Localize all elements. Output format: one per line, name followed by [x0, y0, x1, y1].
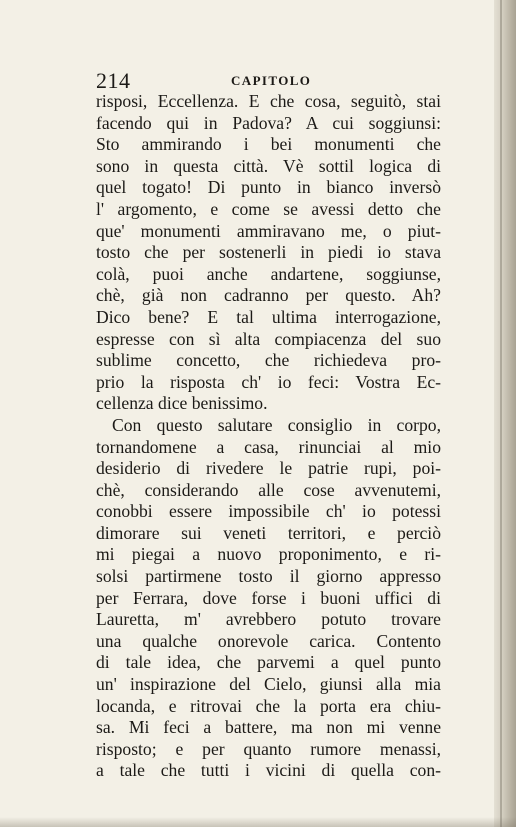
- text-line: sono in questa città. Vè sottil logica di: [96, 155, 441, 176]
- text-line: colà, puoi anche andartene, soggiunse,: [96, 263, 441, 284]
- text-line: facendo qui in Padova? A cui soggiunsi:: [96, 112, 441, 133]
- text-line: mi piegai a nuovo proponimento, e ri-: [96, 544, 441, 565]
- text-line: per Ferrara, dove forse i buoni uffici di: [96, 587, 441, 608]
- text-line: locanda, e ritrovai che la porta era chiu-: [96, 695, 441, 716]
- text-line: espresse con sì alta compiacenza del suo: [96, 328, 441, 349]
- page-number: 214: [96, 68, 131, 93]
- text-line: risposto; e per quanto rumore menassi,: [96, 738, 441, 759]
- text-line: conobbi essere impossibile ch' io potessi: [96, 501, 441, 522]
- chapter-title: CAPITOLO: [231, 73, 312, 88]
- text-line: una qualche onorevole carica. Contento: [96, 630, 441, 651]
- text-line: prio la risposta ch' io feci: Vostra Ec-: [96, 371, 441, 392]
- body-text: [96, 91, 441, 782]
- text-line: Dico bene? E tal ultima interrogazione,: [96, 306, 441, 327]
- text-line: quel togato! Di punto in bianco inversò: [96, 177, 441, 198]
- paragraph-start-line: Con questo salutare consiglio in corpo,: [112, 414, 441, 435]
- text-line: Lauretta, m' avrebbero potuto trovare: [96, 609, 441, 630]
- paragraph-end-line: cellenza dice benissimo.: [96, 393, 268, 414]
- text-line: a tale che tutti i vicini di quella con-: [96, 760, 441, 781]
- text-line: solsi partirmene tosto il giorno appresso: [96, 566, 441, 587]
- page-edge-line: [500, 0, 502, 827]
- text-line: Sto ammirando i bei monumenti che: [96, 134, 441, 155]
- text-line: chè, considerando alle cose avvenutemi,: [96, 479, 441, 500]
- text-line: dimorare sui veneti territori, e perciò: [96, 522, 441, 543]
- text-line: l' argomento, e come se avessi detto che: [96, 198, 441, 219]
- page-bottom-shadow: [0, 817, 516, 827]
- text-line: sublime concetto, che richiedeva pro-: [96, 350, 441, 371]
- text-line: que' monumenti ammiravano me, o piut-: [96, 220, 441, 241]
- text-line: chè, già non cadranno per questo. Ah?: [96, 285, 441, 306]
- text-line: sa. Mi feci a battere, ma non mi venne: [96, 717, 441, 738]
- text-line: tosto che per sostenerli in piedi io stava: [96, 242, 441, 263]
- text-line: di tale idea, che parvemi a quel punto: [96, 652, 441, 673]
- text-line: tornandomene a casa, rinunciai al mio: [96, 436, 441, 457]
- text-line: un' inspirazione del Cielo, giunsi alla mia: [96, 674, 441, 695]
- page-edge-shadow: [494, 0, 516, 827]
- text-line: desiderio di rivedere le patrie rupi, poi-: [96, 458, 441, 479]
- text-line: risposi, Eccellenza. E che cosa, seguitò, stai: [96, 91, 441, 111]
